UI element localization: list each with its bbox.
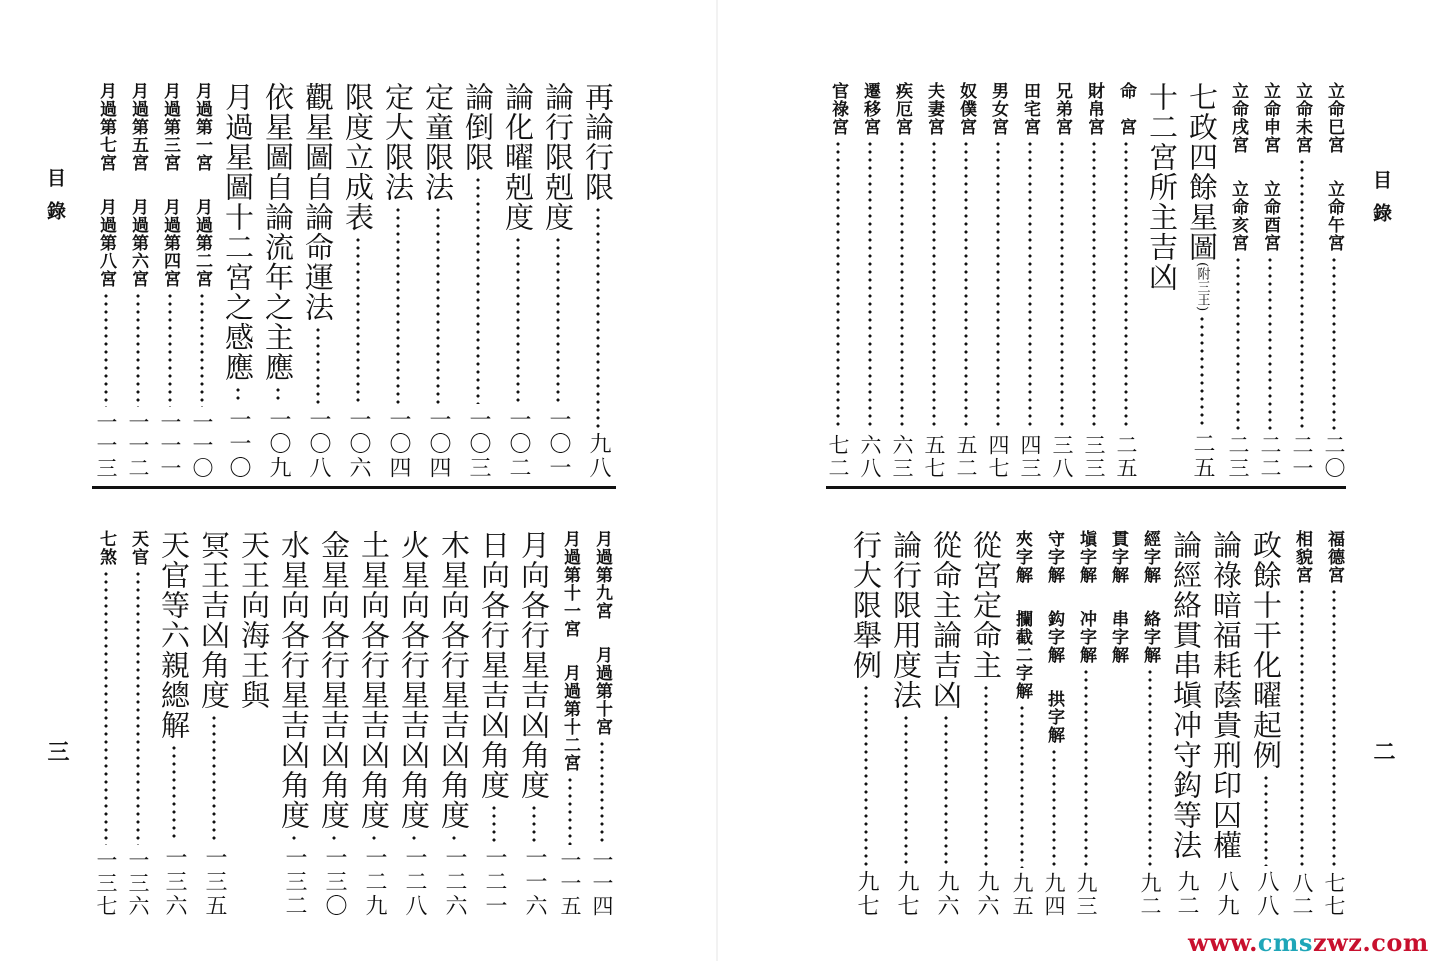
- toc-page-number: 一〇六: [346, 408, 371, 480]
- toc-entry-title: 月過第九宮: [592, 530, 612, 620]
- toc-page-number: 五七: [922, 434, 946, 480]
- toc-entry-title: 天王向海王與: [237, 530, 271, 710]
- toc-page-number: 九四: [1042, 872, 1066, 918]
- leader-dots: [356, 236, 360, 404]
- toc-page-number: 一〇四: [426, 408, 451, 480]
- toc-entry-title: 月過第十一宮: [560, 530, 580, 638]
- toc-entry-title: 論祿暗福耗蔭貴刑印囚權: [1209, 530, 1243, 860]
- toc-entry[interactable]: [1006, 530, 1038, 918]
- toc-entry-title: 月過第七宮: [96, 82, 116, 172]
- leader-dots: [168, 292, 172, 407]
- toc-page-number: 一一六: [522, 846, 547, 918]
- leader-dots: [1060, 140, 1064, 430]
- toc-page-number: 一〇二: [506, 408, 531, 480]
- toc-page-number: 一三六: [162, 846, 187, 918]
- toc-entry-title: 論倒限: [461, 82, 495, 172]
- toc-entry[interactable]: [1102, 530, 1134, 918]
- toc-page-number: 九三: [1074, 872, 1098, 918]
- toc-page-number: 二二: [1258, 434, 1282, 480]
- toc-entry-title: 立命亥宮: [1228, 180, 1248, 252]
- leader-dots: [836, 140, 840, 430]
- leader-dots: [1332, 588, 1336, 868]
- toc-entry-title: 從宮定命主: [969, 530, 1003, 680]
- leader-dots: [600, 740, 604, 845]
- toc-entry-title: 經字解: [1140, 530, 1160, 584]
- running-head-left: 目錄: [44, 168, 66, 234]
- toc-page-number: 一二八: [402, 846, 427, 918]
- toc-entry-title: 月過第三宮: [160, 82, 180, 172]
- toc-entry[interactable]: [90, 530, 122, 918]
- toc-page-number: 七二: [826, 434, 850, 480]
- toc-entry[interactable]: [854, 82, 886, 480]
- toc-entry-title: 串字解: [1108, 610, 1128, 664]
- leader-dots: [316, 326, 320, 404]
- toc-entry-title: 論經絡貫串塡冲守鈎等法: [1169, 530, 1203, 860]
- toc-page-number: 六三: [890, 434, 914, 480]
- site-watermark: www.cmszwz.com: [1188, 928, 1429, 957]
- leader-dots: [1184, 864, 1188, 866]
- toc-entry-title: 立命未宮: [1292, 82, 1312, 154]
- toc-entry-title: 冥王吉凶角度: [197, 530, 231, 710]
- toc-page-number: 八八: [1254, 870, 1279, 918]
- toc-entry[interactable]: [1206, 530, 1246, 918]
- toc-page-number: 一〇九: [266, 408, 291, 480]
- leader-dots: [1224, 864, 1228, 866]
- toc-entry-title: 天官等六親總解: [157, 530, 191, 740]
- toc-entry[interactable]: [90, 82, 122, 480]
- toc-entry[interactable]: [982, 82, 1014, 480]
- toc-entry[interactable]: [846, 530, 886, 918]
- toc-entry[interactable]: [1046, 82, 1078, 480]
- toc-entry[interactable]: [1134, 530, 1166, 918]
- toc-upper-register-left: [88, 82, 618, 480]
- toc-entry[interactable]: [314, 530, 354, 918]
- toc-page-number: 二〇: [1322, 434, 1346, 480]
- folio-right: 二: [1370, 740, 1396, 762]
- toc-entry-title: 月過星圖十二宮之感應: [221, 82, 255, 382]
- toc-page-number: 一〇四: [386, 408, 411, 480]
- toc-page-number: 一三七: [94, 849, 118, 918]
- leader-dots: [1148, 668, 1152, 868]
- toc-entry-title: 拱字解: [1044, 690, 1064, 744]
- toc-entry-title: 鈎字解: [1044, 610, 1064, 664]
- leader-dots: [1268, 256, 1272, 430]
- toc-entry-title: 限度立成表: [341, 82, 375, 232]
- leader-dots: [932, 140, 936, 430]
- toc-page-number: 一二六: [442, 846, 467, 918]
- toc-page-number: 八九: [1214, 870, 1239, 918]
- toc-entry[interactable]: [154, 530, 194, 918]
- toc-page-number: 一〇一: [546, 408, 571, 480]
- leader-dots: [532, 804, 536, 842]
- toc-entry[interactable]: [1222, 82, 1254, 480]
- toc-entry-title: 相貌宮: [1292, 530, 1312, 584]
- leader-dots: [172, 744, 176, 842]
- toc-entry[interactable]: [1166, 530, 1206, 918]
- toc-entry-title: 月過第二宮: [192, 198, 212, 288]
- toc-entry[interactable]: [474, 530, 514, 918]
- toc-page-number: 一三六: [126, 849, 150, 918]
- toc-page-number: 一一〇: [226, 408, 251, 480]
- leader-dots: [236, 386, 240, 404]
- toc-page-number: 五二: [954, 434, 978, 480]
- toc-page-number: 一一四: [590, 849, 614, 918]
- toc-entry[interactable]: [218, 82, 258, 480]
- toc-entry[interactable]: [274, 530, 314, 918]
- toc-entry-title: 田宅宮: [1020, 82, 1040, 136]
- leader-dots: [492, 804, 496, 842]
- toc-page-number: 七七: [1322, 872, 1346, 918]
- toc-entry[interactable]: [578, 82, 618, 480]
- leader-dots: [984, 684, 988, 866]
- toc-entry[interactable]: [154, 82, 186, 480]
- toc-entry[interactable]: [394, 530, 434, 918]
- leader-dots: [516, 236, 520, 404]
- toc-entry[interactable]: [1286, 530, 1318, 918]
- toc-entry-title: 論行限用度法: [889, 530, 923, 710]
- toc-page-number: 四七: [986, 434, 1010, 480]
- toc-entry[interactable]: [918, 82, 950, 480]
- toc-entry[interactable]: [538, 82, 578, 480]
- toc-entry[interactable]: [822, 82, 854, 480]
- toc-page-number: 九七: [854, 870, 879, 918]
- leader-dots: [1236, 256, 1240, 430]
- leader-dots: [136, 570, 140, 845]
- toc-page-number: 六八: [858, 434, 882, 480]
- toc-entry-title: 月過第一宮: [192, 82, 212, 172]
- toc-entry-title: 論行限剋度: [541, 82, 575, 232]
- toc-entry-title: 觀星圖自論命運法: [301, 82, 335, 322]
- leader-dots: [276, 386, 280, 404]
- toc-entry[interactable]: [886, 530, 926, 918]
- toc-entry-title: 月過第十二宮: [560, 664, 580, 772]
- toc-entry[interactable]: [354, 530, 394, 918]
- leader-dots: [396, 206, 400, 404]
- leader-dots: [372, 834, 376, 842]
- divider-rule-left: [92, 486, 616, 489]
- leader-dots: [1052, 748, 1056, 868]
- toc-entry-title: 立命午宮: [1324, 180, 1344, 252]
- toc-entry[interactable]: [298, 82, 338, 480]
- leader-dots: [1028, 140, 1032, 430]
- leader-dots: [1300, 588, 1304, 868]
- toc-entry[interactable]: [434, 530, 474, 918]
- toc-entry-title: 守字解: [1044, 530, 1064, 584]
- toc-entry-title: 月過第八宮: [96, 198, 116, 288]
- toc-entry[interactable]: [122, 82, 154, 480]
- toc-entry-title: 七煞: [96, 530, 116, 566]
- leader-dots: [556, 236, 560, 404]
- toc-entry-title: 月過第十宮: [592, 646, 612, 736]
- toc-entry-title: 福德宮: [1324, 530, 1344, 584]
- leader-dots: [436, 206, 440, 404]
- leader-dots: [1124, 140, 1128, 430]
- toc-entry-title: 男女宮: [988, 82, 1008, 136]
- toc-entry-title: 立命巳宮: [1324, 82, 1344, 154]
- toc-entry-note: (附三王): [1194, 262, 1210, 312]
- leader-dots: [104, 292, 108, 407]
- toc-entry[interactable]: [514, 530, 554, 918]
- toc-entry-title: 遷移宮: [860, 82, 880, 136]
- leader-dots: [1332, 256, 1336, 430]
- leader-dots: [412, 834, 416, 842]
- leader-dots: [200, 292, 204, 407]
- toc-page-number: 九八: [586, 432, 611, 480]
- toc-entry[interactable]: [498, 82, 538, 480]
- toc-entry-title: 政餘十干化曜起例: [1249, 530, 1283, 770]
- toc-page-number: 一二一: [482, 846, 507, 918]
- leader-dots: [452, 834, 456, 842]
- leader-dots: [1300, 158, 1304, 430]
- toc-entry-title: 立命戌宮: [1228, 82, 1248, 154]
- toc-entry[interactable]: [966, 530, 1006, 918]
- toc-entry-title: 塡字解: [1076, 530, 1096, 584]
- toc-entry[interactable]: [378, 82, 418, 480]
- toc-entry-title: 兄弟宮: [1052, 82, 1072, 136]
- toc-page-number: 九二: [1138, 872, 1162, 918]
- leader-dots: [332, 834, 336, 842]
- toc-entry-title: 金星向各行星吉凶角度: [317, 530, 351, 830]
- toc-upper-register-right: [820, 82, 1350, 480]
- toc-entry-title: 木星向各行星吉凶角度: [437, 530, 471, 830]
- toc-page-number: 一三〇: [322, 846, 347, 918]
- toc-page-number: 二五: [1114, 434, 1138, 480]
- toc-page-number: 九七: [894, 870, 919, 918]
- toc-entry-title: 行大限舉例: [849, 530, 883, 680]
- toc-entry[interactable]: [258, 82, 298, 480]
- toc-entry[interactable]: [586, 530, 618, 918]
- leader-dots: [864, 684, 868, 866]
- toc-entry-title: 立命酉宮: [1260, 180, 1280, 252]
- toc-entry[interactable]: [418, 82, 458, 480]
- divider-rule-right: [826, 486, 1346, 489]
- toc-entry[interactable]: [458, 82, 498, 480]
- toc-page-number: 九二: [1174, 870, 1199, 918]
- toc-entry[interactable]: [926, 530, 966, 918]
- toc-entry[interactable]: [1318, 530, 1350, 918]
- toc-entry[interactable]: [234, 530, 274, 918]
- toc-page-number: 一三二: [282, 846, 307, 918]
- toc-page-number: 九五: [1010, 872, 1034, 918]
- toc-entry[interactable]: [338, 82, 378, 480]
- leader-dots: [596, 206, 600, 428]
- toc-entry-title: 月向各行星吉凶角度: [517, 530, 551, 800]
- toc-page-number: 三三: [1082, 434, 1106, 480]
- toc-entry-title: 冲字解: [1076, 610, 1096, 664]
- toc-page-number: 二三: [1226, 434, 1250, 480]
- toc-lower-register-left: [88, 530, 618, 918]
- toc-entry-title: 火星向各行星吉凶角度: [397, 530, 431, 830]
- toc-entry-title: 七政四餘星圖: [1185, 82, 1219, 262]
- toc-entry[interactable]: [1142, 82, 1182, 480]
- toc-page-number: 二五: [1190, 432, 1215, 480]
- toc-entry-title: 命 宮: [1116, 82, 1136, 136]
- toc-entry-title: 財帛宮: [1084, 82, 1104, 136]
- toc-page-number: 九六: [934, 870, 959, 918]
- toc-entry-title: 水星向各行星吉凶角度: [277, 530, 311, 830]
- toc-entry-title: 定大限法: [381, 82, 415, 202]
- toc-entry-title: 夫妻宮: [924, 82, 944, 136]
- leader-dots: [904, 714, 908, 866]
- toc-page-number: 四三: [1018, 434, 1042, 480]
- leader-dots: [104, 570, 108, 845]
- toc-entry-title: 月過第六宮: [128, 198, 148, 288]
- toc-entry[interactable]: [186, 82, 218, 480]
- toc-lower-register-right: [820, 530, 1350, 918]
- toc-entry[interactable]: [1318, 82, 1350, 480]
- toc-entry[interactable]: [1246, 530, 1286, 918]
- toc-page-number: 一三五: [202, 846, 227, 918]
- toc-entry[interactable]: [122, 530, 154, 918]
- toc-entry-title: 奴僕宮: [956, 82, 976, 136]
- toc-entry[interactable]: [1078, 82, 1110, 480]
- leader-dots: [996, 140, 1000, 430]
- toc-entry-title: 立命申宮: [1260, 82, 1280, 154]
- toc-entry-title: 日向各行星吉凶角度: [477, 530, 511, 800]
- toc-entry[interactable]: [1110, 82, 1142, 480]
- toc-entry-title: 再論行限: [581, 82, 615, 202]
- toc-page-number: 一〇三: [466, 408, 491, 480]
- toc-entry-title: 疾厄宮: [892, 82, 912, 136]
- toc-page-number: 九六: [974, 870, 999, 918]
- toc-entry-title: 貫字解: [1108, 530, 1128, 584]
- toc-page-number: 一〇八: [306, 408, 331, 480]
- toc-page-number: 二一: [1290, 434, 1314, 480]
- toc-entry-title: 夾字解: [1012, 530, 1032, 584]
- toc-entry[interactable]: [1286, 82, 1318, 480]
- leader-dots: [964, 140, 968, 430]
- leader-dots: [1092, 140, 1096, 430]
- toc-entry-title: 官祿宮: [828, 82, 848, 136]
- leader-dots: [1020, 704, 1024, 868]
- toc-entry-title: 依星圖自論流年之主應: [261, 82, 295, 382]
- leader-dots: [944, 714, 948, 866]
- toc-entry[interactable]: [1070, 530, 1102, 918]
- toc-page-number: 一一〇: [190, 411, 214, 480]
- leader-dots: [1200, 315, 1204, 428]
- toc-entry-title: 定童限法: [421, 82, 455, 202]
- folio-left: 三: [44, 740, 70, 762]
- leader-dots: [568, 776, 572, 845]
- running-head-right: 目錄: [1370, 170, 1392, 236]
- toc-page-number: 一一二: [126, 411, 150, 480]
- toc-entry[interactable]: [1014, 82, 1046, 480]
- leader-dots: [476, 176, 480, 404]
- toc-entry-title: 十二宮所主吉凶: [1145, 82, 1179, 292]
- toc-entry-title: 論化曜剋度: [501, 82, 535, 232]
- right-page: [720, 0, 1439, 961]
- toc-entry[interactable]: [950, 82, 982, 480]
- toc-entry[interactable]: [1038, 530, 1070, 918]
- leader-dots: [868, 140, 872, 430]
- leader-dots: [136, 292, 140, 407]
- leader-dots: [292, 834, 296, 842]
- toc-entry-title: 天官: [128, 530, 148, 566]
- toc-entry[interactable]: [554, 530, 586, 918]
- leader-dots: [900, 140, 904, 430]
- leader-dots: [1264, 774, 1268, 866]
- toc-page-number: 一二九: [362, 846, 387, 918]
- toc-page-number: 八二: [1290, 872, 1314, 918]
- toc-entry-title: 月過第四宮: [160, 198, 180, 288]
- toc-page-number: 一一三: [94, 411, 118, 480]
- toc-entry-title: 絡字解: [1140, 610, 1160, 664]
- toc-entry[interactable]: [886, 82, 918, 480]
- toc-entry-title: 土星向各行星吉凶角度: [357, 530, 391, 830]
- leader-dots: [212, 714, 216, 842]
- toc-entry-title: 攔截二字解: [1012, 610, 1032, 700]
- toc-page-number: 一一五: [558, 849, 582, 918]
- toc-entry[interactable]: [1254, 82, 1286, 480]
- toc-entry[interactable]: [1182, 82, 1222, 480]
- toc-entry-title: 從命主論吉凶: [929, 530, 963, 710]
- leader-dots: [1084, 668, 1088, 868]
- toc-page-number: 一一一: [158, 411, 182, 480]
- toc-entry-title: 月過第五宮: [128, 82, 148, 172]
- toc-entry[interactable]: [194, 530, 234, 918]
- toc-page-number: 三八: [1050, 434, 1074, 480]
